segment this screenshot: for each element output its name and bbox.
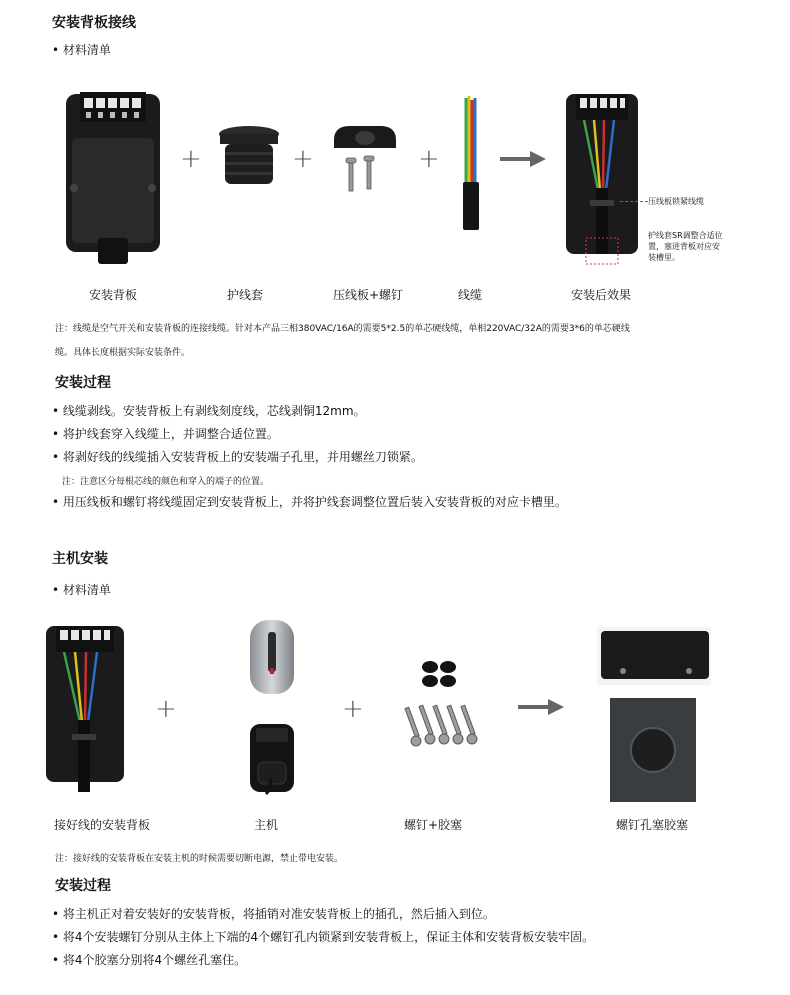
plus-sign: +	[180, 144, 202, 174]
host-bottom-photo	[597, 627, 711, 685]
caption-installed-result: 安装后效果	[570, 288, 631, 302]
plus-sign: +	[292, 144, 314, 174]
wired-backplate-image	[40, 622, 130, 794]
caption-clamp-screws: 压线板+螺钉	[332, 288, 404, 302]
caption-cable: 线缆	[457, 288, 482, 302]
process-step: • 用压线板和螺钉将线缆固定到安装背板上，并将护线套调整位置后装入安装背板的对应卡槽里。	[52, 493, 567, 510]
process-title: 安装过程	[55, 375, 111, 391]
clamp-plate-screws-image	[330, 118, 400, 198]
arrow-right-icon	[500, 150, 548, 168]
note-power-off: 注：接好线的安装背板在安装主机的时候需要切断电源，禁止带电安装。	[55, 854, 344, 864]
process-step: • 将剥好线的线缆插入安装背板上的安装端子孔里，并用螺丝刀锁紧。	[52, 448, 423, 465]
process-step: • 将4个安装螺钉分别从主体上下端的4个螺钉孔内锁紧到安装背板上，保证主体和安装背板安装牢固。	[52, 928, 594, 945]
caption-screws-plugs: 螺钉+胶塞	[403, 818, 463, 832]
callout-clamp: 压线板锁紧线缆	[648, 197, 704, 206]
host-back-image	[240, 722, 304, 796]
host-image	[240, 618, 304, 698]
section-title-host-install: 主机安装	[52, 551, 108, 567]
process-step: • 将主机正对着安装好的安装背板，将插销对准安装背板上的插孔，然后插入到位。	[52, 905, 495, 922]
grommet-image	[216, 124, 282, 190]
screws-plugs-image	[396, 655, 492, 751]
note-cable-spec-cont: 缆。具体长度根据实际安装条件。	[55, 348, 191, 358]
step-note: 注：注意区分每根芯线的颜色和穿入的端子的位置。	[62, 477, 270, 487]
caption-backplate: 安装背板	[88, 288, 137, 302]
section-title-backplate-wiring: 安装背板接线	[52, 15, 136, 31]
caption-grommet: 护线套	[226, 288, 263, 302]
arrow-right-icon	[518, 698, 566, 716]
process-step: • 线缆剥线。安装背板上有剥线刻度线，芯线剥铜12mm。	[52, 402, 366, 419]
process-title: 安装过程	[55, 878, 111, 894]
caption-host: 主机	[253, 818, 278, 832]
callout-grommet: 护线套SR调整合适位 置，塞进背板对应安 装槽里。	[648, 231, 723, 262]
plus-sign: +	[155, 694, 177, 724]
screw-hole-plug-photo	[610, 698, 696, 802]
plus-sign: +	[342, 694, 364, 724]
note-cable-spec: 注：线缆是空气开关和安装背板的连接线缆。针对本产品三相380VAC/16A的需要5*2.5的单芯硬线缆，单相220VAC/32A的需要3*6的单芯硬线	[55, 324, 630, 334]
materials-label: • 材料清单	[52, 581, 111, 598]
process-step: • 将4个胶塞分别将4个螺丝孔塞住。	[52, 951, 246, 968]
cable-image	[455, 94, 485, 234]
backplate-image	[58, 88, 168, 268]
installed-result-image	[562, 90, 642, 268]
caption-screw-hole-plugs: 螺钉孔塞胶塞	[615, 818, 688, 832]
callout-leader-line	[620, 201, 648, 202]
process-step: • 将护线套穿入线缆上，并调整合适位置。	[52, 425, 279, 442]
materials-label: • 材料清单	[52, 41, 111, 58]
plus-sign: +	[418, 144, 440, 174]
caption-wired-backplate: 接好线的安装背板	[53, 818, 150, 832]
